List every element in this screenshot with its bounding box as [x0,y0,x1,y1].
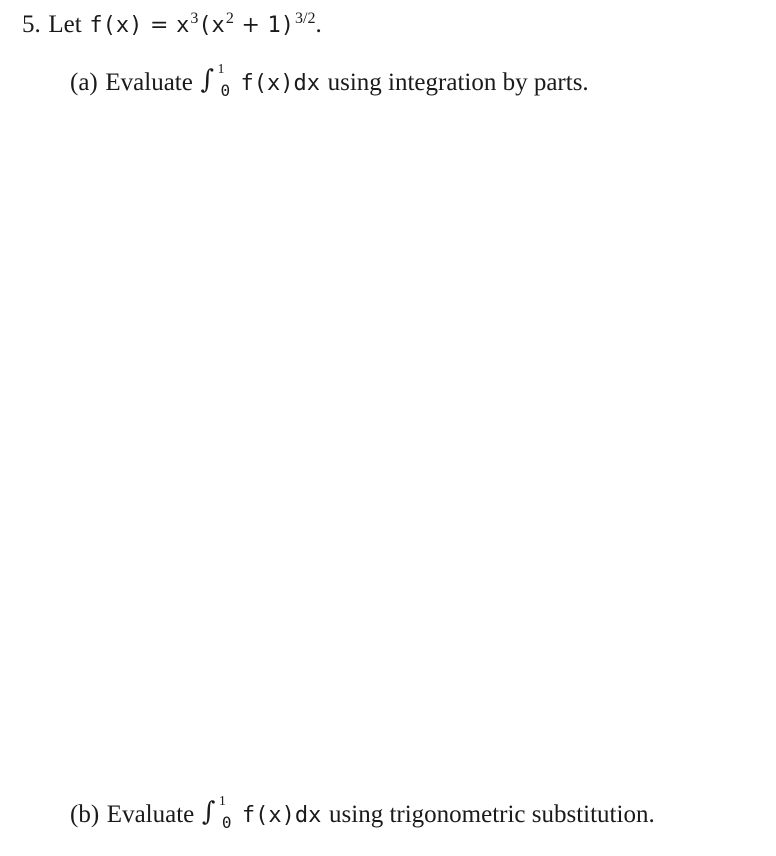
integrand: f(x)dx [240,71,320,96]
part-label: (a) [70,69,98,96]
part-b [70,794,655,832]
problem-number: 5. [22,11,41,38]
upper-limit: 1 [218,794,226,809]
plus-sign: + [241,13,260,38]
part-a [70,62,589,100]
problem-intro: Let [48,11,82,38]
inner-exponent: 2 [225,10,234,28]
lower-limit: 0 [220,81,231,100]
part-label: (b) [70,801,100,828]
equals-sign: = [149,13,169,38]
outer-exponent: 3/2 [295,10,316,28]
part-verb: Evaluate [106,801,195,828]
integrand: f(x)dx [241,803,322,828]
integral-sign: ∫ [200,65,215,95]
base-exponent: 3 [190,10,199,28]
integral-sign: ∫ [201,797,216,827]
function-lhs: f(x) [89,13,143,38]
problem-statement [22,12,322,37]
paren-open-term: (x [198,13,225,38]
definite-integral [201,794,240,832]
definite-integral [200,62,238,100]
function-base: x [176,13,190,38]
upper-limit: 1 [217,62,225,77]
part-method: using integration by parts. [327,69,589,96]
part-method: using trigonometric substitution. [329,801,655,828]
statement-period: . [315,11,322,38]
lower-limit: 0 [221,813,232,832]
part-verb: Evaluate [105,69,193,96]
inner-rest: 1) [267,13,295,38]
